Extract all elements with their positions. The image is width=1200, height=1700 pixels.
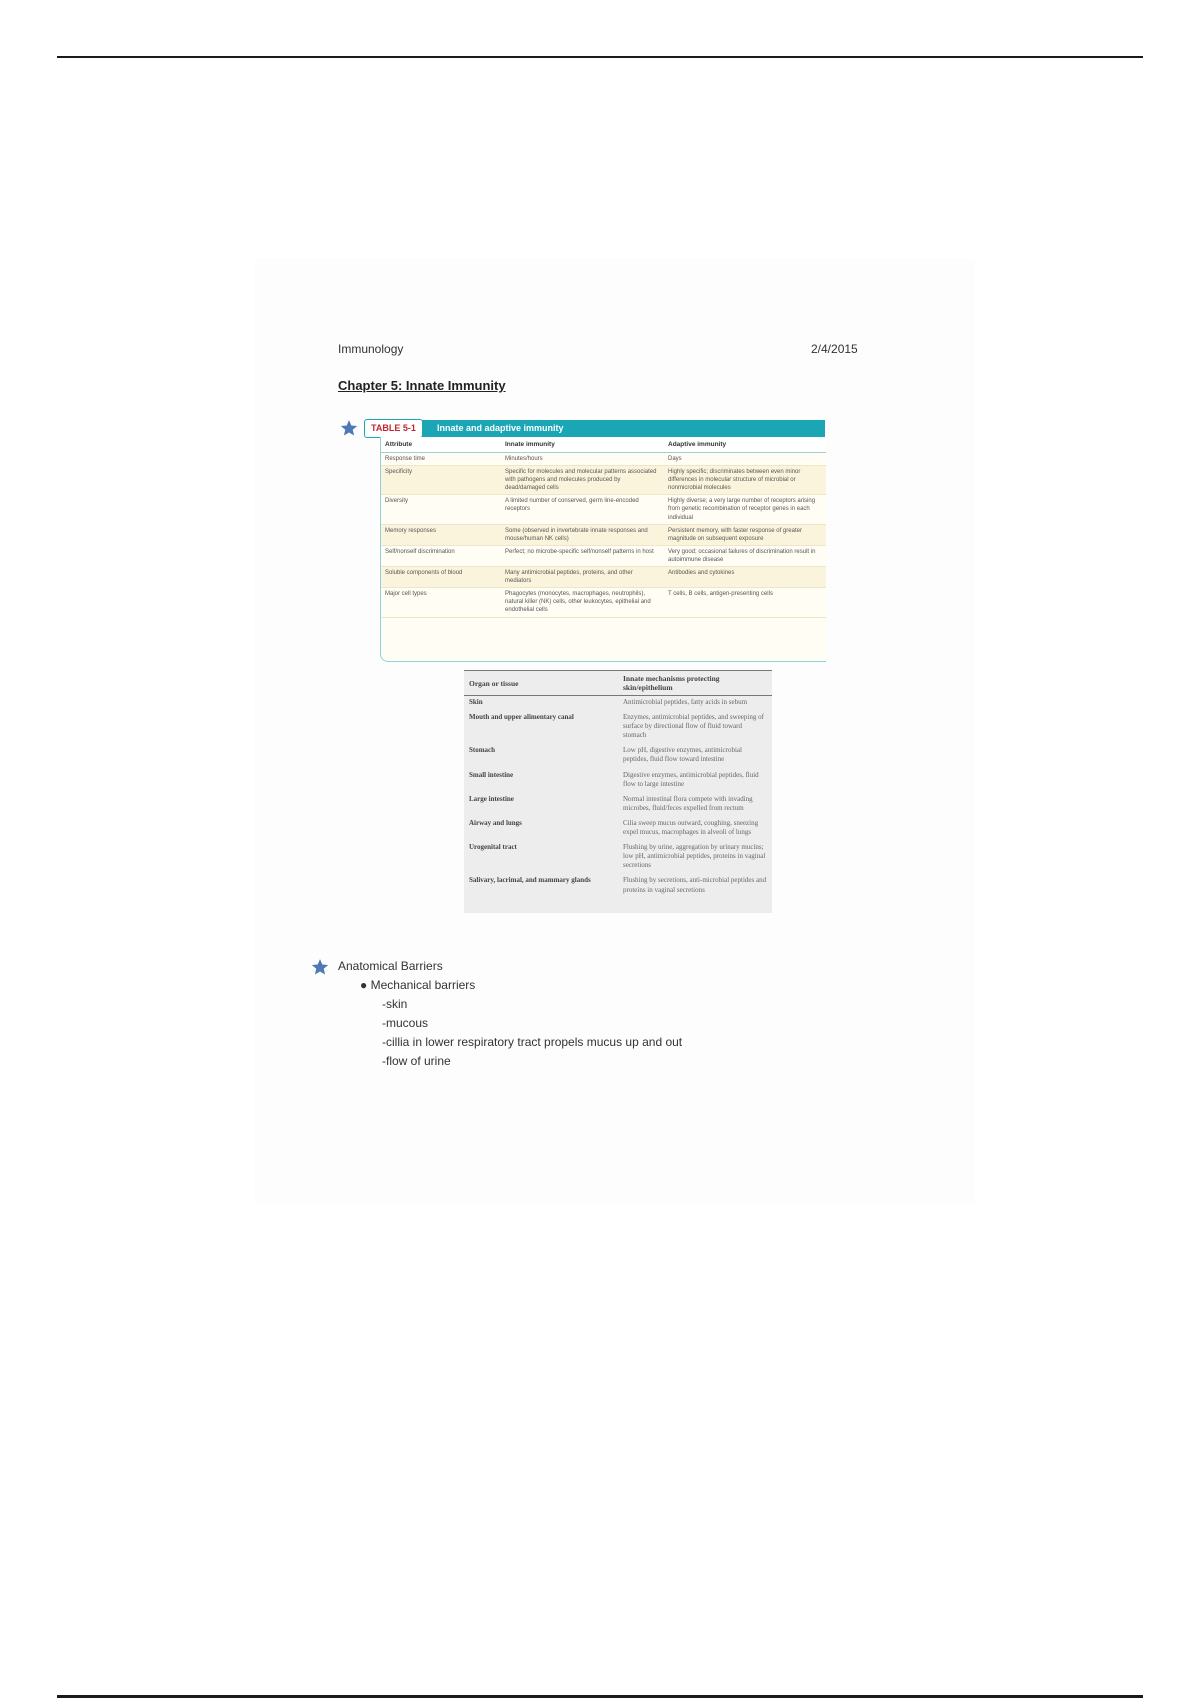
- course-name: Immunology: [338, 342, 404, 356]
- table2-row: [464, 793, 772, 817]
- top-rule: [57, 56, 1143, 58]
- table2-organ-cell: Mouth and upper alimentary canal: [469, 713, 574, 722]
- table2-mechanism-cell: Low pH, digestive enzymes, antimicrobial peptides, fluid flow toward intestine: [623, 746, 742, 764]
- table2-mechanism-cell: Normal intestinal flora compete with invading microbes, fluid/feces expelled from rectum: [623, 794, 753, 812]
- bullet-label: Mechanical barriers: [370, 978, 476, 992]
- table1-cell: Perfect; no microbe-specific self/nonself patterns in host: [501, 545, 664, 566]
- table2-mechanism-cell: Flushing by secretions, anti-microbial peptides and proteins in vaginal secretions: [623, 876, 767, 894]
- table2-row: [464, 874, 772, 898]
- table1-column-header: Innate immunity: [501, 437, 664, 453]
- table2-mechanism-cell: Enzymes, antimicrobial peptides, and sweeping of surface by directional flow of fluid toward stomach: [623, 713, 764, 740]
- table1-column-header: Attribute: [381, 437, 501, 453]
- table1-title: Innate and adaptive immunity: [437, 423, 564, 433]
- table1-row: [381, 588, 826, 617]
- table2-row: [464, 841, 772, 874]
- table1-row: [381, 466, 826, 495]
- table2-organ-cell: Large intestine: [469, 794, 514, 803]
- innate-adaptive-table: [365, 420, 825, 662]
- table2-row: [464, 817, 772, 841]
- table2-column-header: Organ or tissue: [464, 671, 618, 696]
- table2-row: [464, 696, 772, 712]
- notes-item: -mucous: [382, 1016, 429, 1030]
- table1-row: [381, 495, 826, 524]
- notes-heading: Anatomical Barriers: [338, 959, 443, 973]
- notes-item: -flow of urine: [382, 1054, 451, 1068]
- table2-organ-cell: Skin: [469, 698, 483, 706]
- notes-item: -cillia in lower respiratory tract propels mucus up and out: [382, 1035, 683, 1049]
- star-icon: [311, 958, 329, 976]
- table1-cell: Days: [664, 453, 826, 466]
- table2-mechanism-cell: Digestive enzymes, antimicrobial peptides, fluid flow to large intestine: [623, 770, 759, 788]
- table1-cell: Soluble components of blood: [381, 567, 501, 588]
- table1-row: [381, 567, 826, 588]
- table1-cell: Self/nonself discrimination: [381, 545, 501, 566]
- table2-organ-cell: Urogenital tract: [469, 843, 517, 852]
- notes-item: -skin: [382, 997, 408, 1011]
- table1-header-bar: [365, 420, 825, 437]
- table2-row: [464, 711, 772, 744]
- table2-row: [464, 769, 772, 793]
- table1-cell: Memory responses: [381, 524, 501, 545]
- bullet-dot: ●: [360, 978, 368, 992]
- table2-mechanism-cell: Cilia sweep mucus outward, coughing, sneezing expel mucus, macrophages in alveoli of lungs: [623, 818, 759, 837]
- table2-mechanism-cell: Antimicrobial peptides, fatty acids in sebum: [623, 698, 748, 706]
- table1-cell: Many antimicrobial peptides, proteins, and other mediators: [501, 567, 664, 588]
- table1-cell: Some (observed in invertebrate innate responses and mouse/human NK cells): [501, 524, 664, 545]
- table1-cell: Persistent memory, with faster response of greater magnitude on subsequent exposure: [664, 524, 826, 545]
- table2-organ-cell: Small intestine: [469, 770, 514, 779]
- barriers-table: [464, 670, 772, 913]
- table1-cell: Specific for molecules and molecular patterns associated with pathogens and molecules produced by dead/damaged cells: [501, 466, 664, 495]
- table1-cell: Highly diverse; a very large number of receptors arising from genetic recombination of receptor genes in each individual: [664, 495, 826, 524]
- table1-body: [380, 437, 826, 662]
- table1-cell: Phagocytes (monocytes, macrophages, neutrophils), natural killer (NK) cells, other leukocytes, epithelial and endothelial cells: [501, 588, 664, 617]
- table1-cell: Very good; occasional failures of discrimination result in autoimmune disease: [664, 545, 826, 566]
- table2-column-header: Innate mechanisms protecting skin/epithelium: [618, 671, 772, 696]
- table2-organ-cell: Stomach: [469, 746, 496, 755]
- table2-organ-cell: Airway and lungs: [469, 818, 522, 827]
- table1-row: [381, 453, 826, 466]
- table1-tag: TABLE 5-1: [364, 419, 423, 438]
- table1-cell: Minutes/hours: [501, 453, 664, 466]
- date: 2/4/2015: [811, 342, 858, 356]
- table1-row: [381, 545, 826, 566]
- table2-row: [464, 744, 772, 768]
- table1-cell: Specificity: [381, 466, 501, 495]
- table1-cell: Major cell types: [381, 588, 501, 617]
- table1-column-header: Adaptive immunity: [664, 437, 826, 453]
- table1-cell: T cells, B cells, antigen-presenting cells: [664, 588, 826, 617]
- table2-mechanism-cell: Flushing by urine, aggregation by urinary mucins; low pH, antimicrobial peptides, proteins in vaginal secretions: [623, 843, 766, 870]
- table1-cell: Antibodies and cytokines: [664, 567, 826, 588]
- notes-bullet: [360, 978, 475, 992]
- table1-cell: Highly specific; discriminates between even minor differences in molecular structure of microbial or nonmicrobial molecules: [664, 466, 826, 495]
- table2-organ-cell: Salivary, lacrimal, and mammary glands: [469, 876, 591, 885]
- table1-row: [381, 524, 826, 545]
- table1-cell: A limited number of conserved, germ line-encoded receptors: [501, 495, 664, 524]
- star-icon: [340, 419, 358, 437]
- table1-cell: Diversity: [381, 495, 501, 524]
- bottom-rule: [57, 1695, 1143, 1698]
- chapter-title: Chapter 5: Innate Immunity: [338, 378, 506, 393]
- table1-cell: Response time: [381, 453, 501, 466]
